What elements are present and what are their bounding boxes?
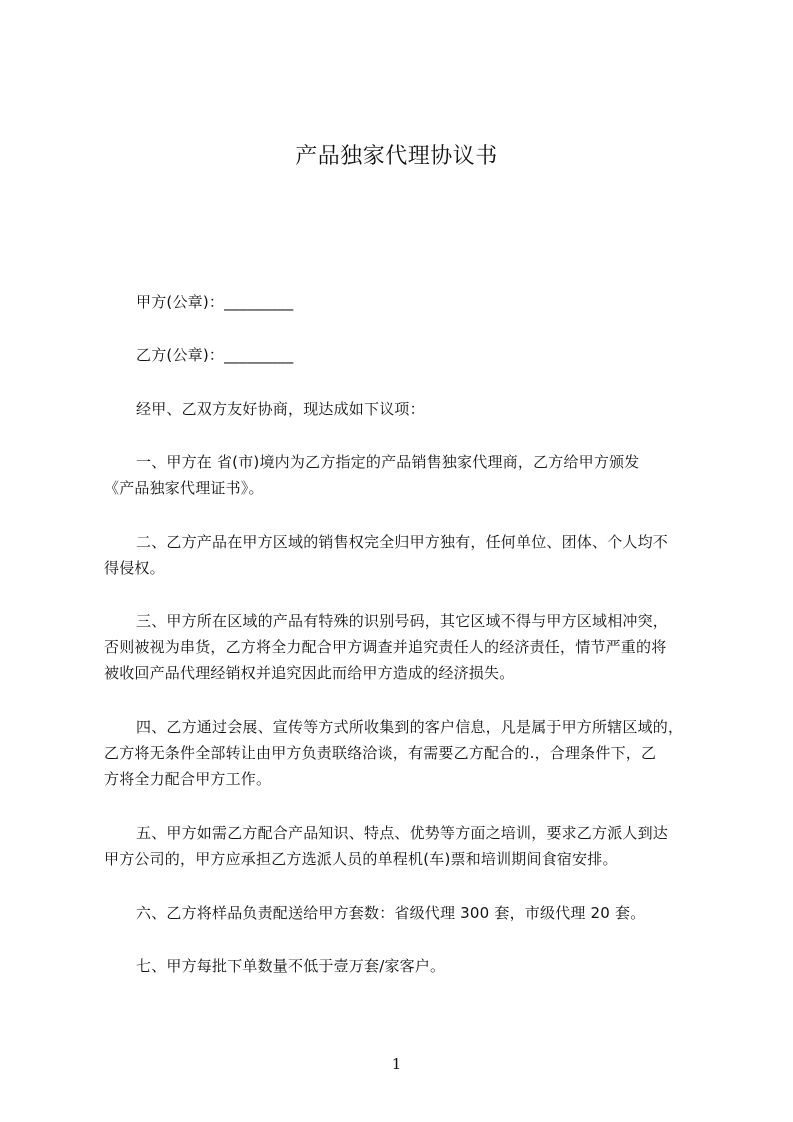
clause-6-line-1: 六、乙方将样品负责配送给甲方套数：省级代理 300 套，市级代理 20 套。 <box>136 904 646 922</box>
clause-7 <box>104 953 704 979</box>
clause-3 <box>104 608 704 686</box>
clause-4-line-3: 方将全力配合甲方工作。 <box>104 770 272 788</box>
clause-2-line-2: 得侵权。 <box>104 559 165 577</box>
clause-4 <box>104 714 704 792</box>
clause-5-line-1: 五、甲方如需乙方配合产品知识、特点、优势等方面之培训，要求乙方派人到达 <box>136 824 669 842</box>
clause-1 <box>104 449 704 501</box>
clause-6 <box>104 900 704 926</box>
party-a-seal-line: 甲方(公章)：_________ <box>136 293 294 311</box>
clause-7-line-1: 七、甲方每批下单数量不低于壹万套/家客户。 <box>136 957 446 975</box>
clause-2 <box>104 529 704 581</box>
clause-3-line-1: 三、甲方所在区域的产品有特殊的识别号码，其它区域不得与甲方区域相冲突， <box>136 612 669 630</box>
clause-1-line-2: 《产品独家代理证书》。 <box>104 479 264 497</box>
party-b-seal-line: 乙方(公章)：_________ <box>136 346 294 364</box>
intro-paragraph: 经甲、乙双方友好协商，现达成如下议项： <box>136 400 425 418</box>
clause-5-line-2: 甲方公司的，甲方应承担乙方选派人员的单程机(车)票和培训期间食宿安排。 <box>104 850 618 868</box>
clause-4-line-2: 乙方将无条件全部转让由甲方负责联络洽谈，有需要乙方配合的.，合理条件下，乙 <box>104 744 657 762</box>
clause-3-line-3: 被收回产品代理经销权并追究因此而给甲方造成的经济损失。 <box>104 664 515 682</box>
clause-3-line-2: 否则被视为串货，乙方将全力配合甲方调查并追究责任人的经济责任，情节严重的将 <box>104 638 667 656</box>
clause-4-line-1: 四、乙方通过会展、宣传等方式所收集到的客户信息，凡是属于甲方所辖区域的， <box>136 718 684 736</box>
clause-5 <box>104 820 704 872</box>
document-title: 产品独家代理协议书 <box>295 144 498 169</box>
page-number: 1 <box>391 1055 402 1073</box>
clause-2-line-1: 二、乙方产品在甲方区域的销售权完全归甲方独有，任何单位、团体、个人均不 <box>136 533 669 551</box>
clause-1-line-1: 一、甲方在 省(市)境内为乙方指定的产品销售独家代理商，乙方给甲方颁发 <box>136 453 640 471</box>
